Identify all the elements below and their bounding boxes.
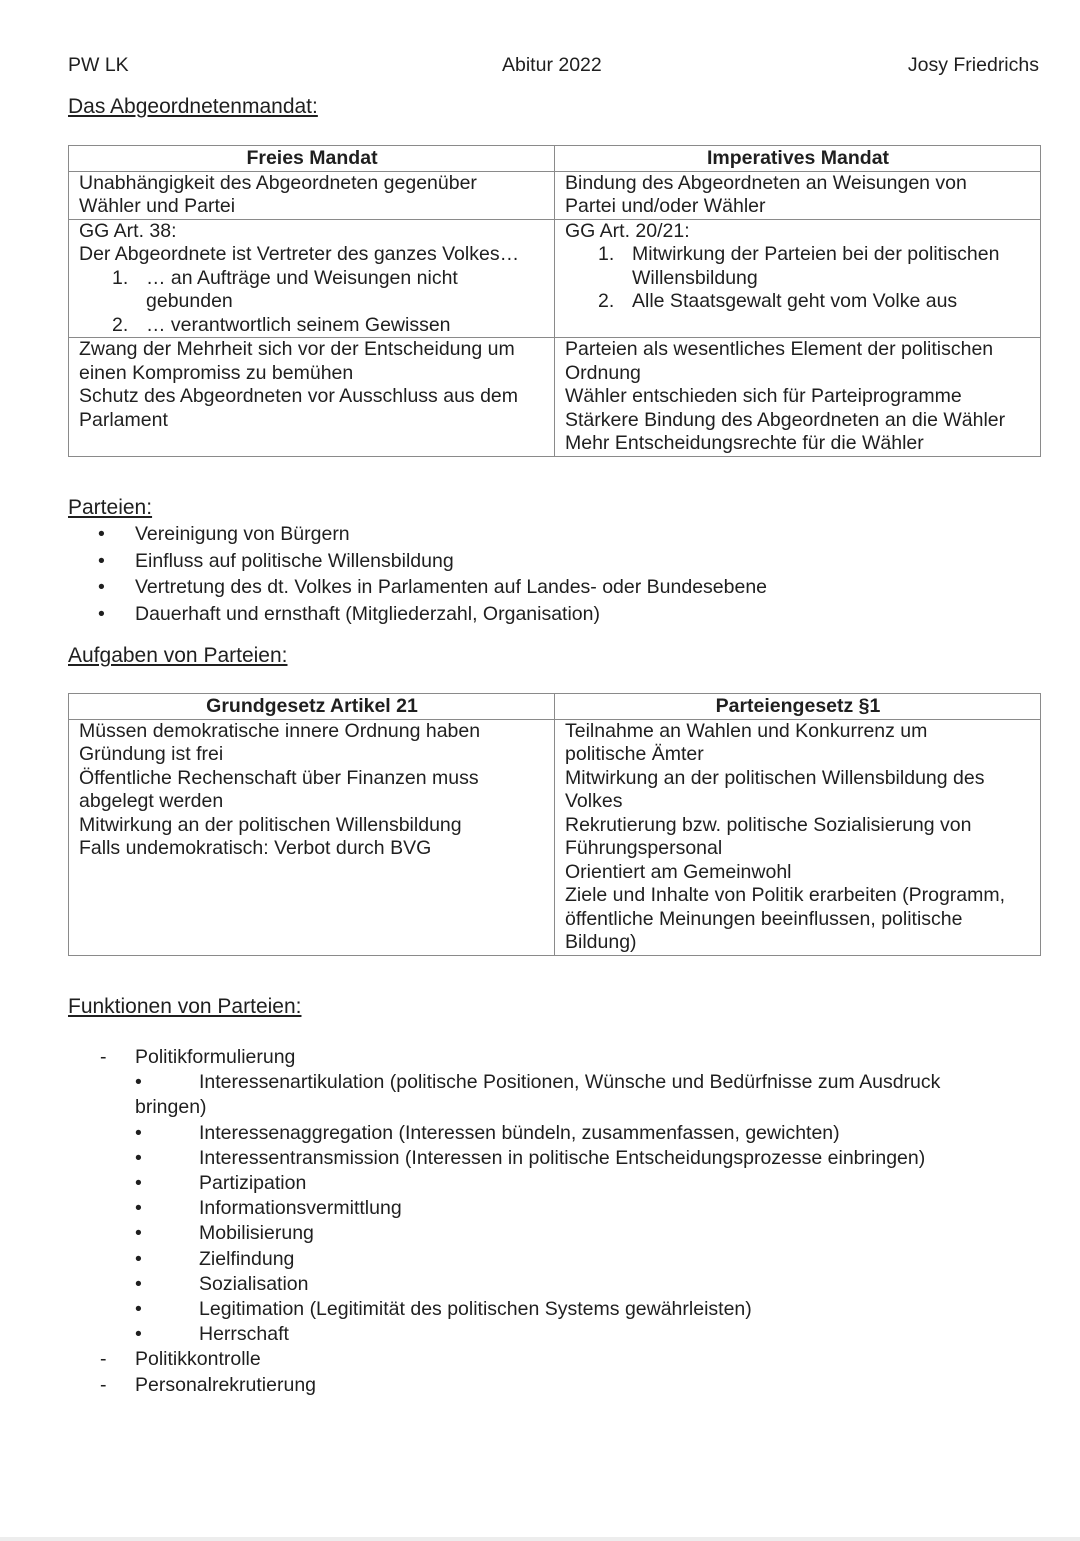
table-cell [555, 338, 1041, 457]
cell-line: Bildung) [565, 931, 637, 953]
list-item-text: Herrschaft [199, 1323, 289, 1346]
funktionen-list [68, 1045, 940, 1398]
dash-icon: - [100, 1373, 107, 1396]
cell-line: Partei und/oder Wähler [565, 195, 766, 217]
cell-line: Parlament [79, 408, 168, 431]
cell-line: Schutz des Abgeordneten vor Ausschluss aus dem [79, 385, 519, 407]
cell-line: Unabhängigkeit des Abgeordneten gegenüber [79, 171, 477, 194]
table-row [69, 171, 1041, 219]
bullet-icon: • [135, 1172, 142, 1195]
table-cell [69, 338, 555, 457]
cell-line: Wähler und Partei [79, 195, 236, 217]
list-item-text: Interessenartikulation (politische Positionen, Wünsche und Bedürfnisse zum Ausdruck [199, 1071, 941, 1094]
list-item-text: Informationsvermittlung [199, 1197, 402, 1220]
cell-line: Mitwirkung an der politischen Willensbildung [79, 813, 462, 836]
column-header-imperatives-mandat: Imperatives Mandat [555, 146, 1041, 172]
list-number: 2. [112, 313, 129, 336]
list-item [68, 1347, 940, 1372]
header-course: PW LK [68, 54, 129, 76]
table-row [69, 219, 1041, 338]
sub-list-item [68, 1247, 940, 1272]
list-item-text: Personalrekrutierung [135, 1373, 317, 1396]
cell-line: GG Art. 38: [79, 219, 177, 242]
sub-list-item [68, 1070, 940, 1095]
cell-line: Öffentliche Rechenschaft über Finanzen muss [79, 766, 479, 789]
list-number: 1. [598, 243, 615, 265]
list-item-text: Politikformulierung [135, 1046, 296, 1068]
mandat-table [68, 145, 1041, 457]
list-item-text: Partizipation [199, 1172, 307, 1195]
list-item [68, 521, 767, 548]
numbered-list [79, 267, 545, 338]
column-header-grundgesetz: Grundgesetz Artikel 21 [69, 694, 555, 720]
bullet-icon: • [135, 1071, 142, 1094]
bullet-icon: • [135, 1247, 142, 1270]
bullet-icon: • [135, 1298, 142, 1321]
list-item-text: Politikkontrolle [135, 1348, 261, 1371]
table-cell [555, 171, 1041, 219]
cell-line: Volkes [565, 790, 623, 812]
cell-line: Mehr Entscheidungsrechte für die Wähler [565, 432, 924, 454]
cell-line: abgelegt werden [79, 790, 224, 812]
table-row [69, 719, 1041, 955]
column-header-freies-mandat: Freies Mandat [69, 146, 555, 172]
table-header-row [69, 694, 1041, 720]
table-cell [69, 171, 555, 219]
list-item-text: Vereinigung von Bürgern [135, 523, 350, 545]
table-cell [555, 719, 1041, 955]
section-title-mandat: Das Abgeordnetenmandat: [68, 95, 318, 118]
numbered-list [565, 243, 1031, 314]
cell-line: Bindung des Abgeordneten an Weisungen von [565, 171, 967, 194]
bullet-icon: • [135, 1222, 142, 1245]
sub-list-item [68, 1146, 940, 1171]
list-item-text: Sozialisation [199, 1272, 309, 1295]
bullet-icon: • [98, 602, 105, 625]
cell-line: öffentliche Meinungen beeinflussen, politische [565, 907, 963, 930]
sub-list-item [68, 1121, 940, 1146]
table-cell [69, 219, 555, 338]
cell-line: Teilnahme an Wahlen und Konkurrenz um [565, 719, 928, 742]
page-bottom-edge [0, 1537, 1080, 1541]
bullet-icon: • [135, 1272, 142, 1295]
cell-line: Der Abgeordnete ist Vertreter des ganzes Volkes… [79, 243, 520, 265]
sub-list-item [68, 1196, 940, 1221]
aufgaben-table [68, 693, 1041, 956]
table-header-row [69, 146, 1041, 172]
cell-line: Mitwirkung der Parteien bei der politischen [632, 243, 1000, 265]
cell-line: Orientiert am Gemeinwohl [565, 860, 792, 883]
header-exam: Abitur 2022 [502, 54, 602, 76]
table-cell [555, 219, 1041, 338]
list-item-text: Mobilisierung [199, 1222, 314, 1245]
table-row [69, 338, 1041, 457]
cell-line: einen Kompromiss zu bemühen [79, 361, 354, 384]
cell-line: Rekrutierung bzw. politische Sozialisierung von [565, 813, 972, 836]
section-title-funktionen: Funktionen von Parteien: [68, 995, 302, 1018]
parteien-list [68, 521, 767, 627]
cell-line: politische Ämter [565, 743, 704, 765]
list-item-text: Zielfindung [199, 1247, 295, 1270]
cell-line: Wähler entschieden sich für Parteiprogramme [565, 385, 962, 407]
cell-line: Müssen demokratische innere Ordnung haben [79, 719, 481, 742]
cell-line: … verantwortlich seinem Gewissen [146, 313, 451, 336]
cell-line: Mitwirkung an der politischen Willensbildung des [565, 766, 985, 789]
list-number: 2. [598, 290, 615, 312]
sub-list-item [68, 1322, 940, 1347]
list-item [79, 267, 545, 314]
bullet-icon: • [98, 549, 105, 572]
bullet-icon: • [135, 1197, 142, 1220]
cell-line: Ordnung [565, 361, 641, 384]
cell-line: Falls undemokratisch: Verbot durch BVG [79, 837, 432, 859]
cell-line: … an Aufträge und Weisungen nicht [146, 266, 458, 289]
cell-line: Ziele und Inhalte von Politik erarbeiten (Programm, [565, 884, 1006, 906]
list-item-text: Interessentransmission (Interessen in politische Entscheidungsprozesse einbringen) [199, 1146, 926, 1169]
list-item [68, 601, 767, 628]
bullet-icon: • [98, 576, 105, 598]
cell-line: Stärkere Bindung des Abgeordneten an die Wähler [565, 408, 1006, 431]
cell-line: Alle Staatsgewalt geht vom Volke aus [632, 290, 958, 312]
list-number: 1. [112, 266, 129, 289]
list-item [68, 548, 767, 575]
list-item-text: Vertretung des dt. Volkes in Parlamenten auf Landes- oder Bundesebene [135, 576, 768, 598]
dash-icon: - [100, 1046, 107, 1068]
cell-line: Zwang der Mehrheit sich vor der Entscheidung um [79, 338, 515, 360]
sub-list-item [68, 1272, 940, 1297]
cell-line: Willensbildung [632, 266, 758, 289]
list-item [565, 290, 1031, 314]
table-cell [69, 719, 555, 955]
bullet-icon: • [135, 1323, 142, 1346]
section-title-aufgaben: Aufgaben von Parteien: [68, 644, 288, 667]
list-item-text: Dauerhaft und ernsthaft (Mitgliederzahl, Organisation) [135, 602, 600, 625]
section-title-parteien: Parteien: [68, 496, 153, 519]
list-item [68, 574, 767, 601]
cell-line: GG Art. 20/21: [565, 219, 690, 242]
dash-icon: - [100, 1348, 107, 1371]
cell-line: gebunden [146, 290, 233, 312]
cell-line: Führungspersonal [565, 837, 723, 859]
bullet-icon: • [135, 1146, 142, 1169]
list-item-text: Interessenaggregation (Interessen bündeln, zusammenfassen, gewichten) [199, 1121, 840, 1144]
list-item [79, 314, 545, 338]
cell-line: Parteien als wesentliches Element der politischen [565, 338, 994, 360]
sub-list-item [68, 1221, 940, 1246]
list-item [565, 243, 1031, 290]
list-item-text: Einfluss auf politische Willensbildung [135, 549, 454, 572]
bullet-icon: • [135, 1121, 142, 1144]
header-author: Josy Friedrichs [907, 54, 1039, 76]
list-item [68, 1373, 940, 1398]
cell-line: Gründung ist frei [79, 743, 224, 765]
list-item-wrap: bringen) [135, 1096, 207, 1119]
bullet-icon: • [98, 523, 105, 545]
list-item [68, 1045, 940, 1070]
list-item-text: Legitimation (Legitimität des politischen Systems gewährleisten) [199, 1298, 752, 1321]
column-header-parteiengesetz: Parteiengesetz §1 [555, 694, 1041, 720]
sub-list-item [68, 1297, 940, 1322]
sub-list-item [68, 1171, 940, 1196]
